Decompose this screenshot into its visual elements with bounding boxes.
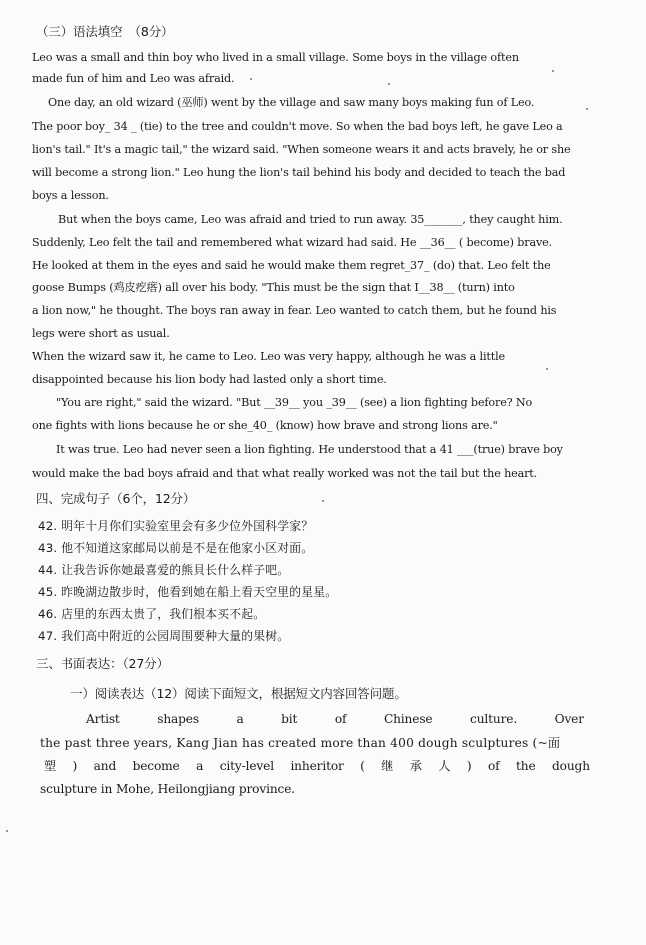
word: the: [516, 759, 536, 773]
reading-line-3: [44, 757, 590, 775]
passage-line: made fun of him and Leo was afraid.: [32, 72, 235, 85]
word: bit: [281, 712, 298, 726]
section-3-title: （三）语法填空 （8分）: [36, 24, 174, 39]
word: (: [360, 759, 365, 773]
sentence-item: 43. 他不知道这家邮局以前是不是在他家小区对面。: [38, 541, 314, 555]
word: become: [132, 759, 180, 773]
word: 塑: [44, 759, 57, 773]
scan-speck: [388, 83, 390, 85]
word: inheritor: [290, 759, 344, 773]
reading-line: the past three years, Kang Jian has created more than 400 dough sculptures (~面: [40, 736, 561, 750]
passage-line: "You are right," said the wizard. "But __39__ you _39__ (see) a lion fighting before? No: [56, 396, 533, 409]
sentence-item: 44. 让我告诉你她最喜爱的熊貝长什么样子吧。: [38, 563, 290, 577]
word: 继: [381, 759, 394, 773]
passage-line: disappointed because his lion body had lasted only a short time.: [32, 373, 387, 386]
passage-line: It was true. Leo had never seen a lion fighting. He understood that a 41 ___(true) brave boy: [56, 443, 563, 456]
passage-line: boys a lesson.: [32, 189, 109, 202]
word: ): [72, 759, 78, 773]
word: Artist: [86, 712, 120, 726]
word: 承: [409, 759, 422, 773]
sentence-item: 45. 昨晚湖边散步时，他看到她在船上看天空里的星星。: [38, 585, 338, 599]
word: culture.: [470, 712, 518, 726]
reading-subtitle: 一）阅读表达（12）阅读下面短文，根据短文内容回答问题。: [70, 686, 407, 701]
word: a: [196, 759, 204, 773]
sentence-item: 47. 我们高中附近的公园周围要种大量的果树。: [38, 629, 290, 643]
passage-line: One day, an old wizard (巫师) went by the village and saw many boys making fun of Leo.: [48, 96, 535, 109]
word: ): [466, 759, 472, 773]
passage-line: one fights with lions because he or she_40_ (know) how brave and strong lions are.": [32, 419, 498, 432]
scan-speck: [546, 368, 548, 370]
passage-line: When the wizard saw it, he came to Leo. Leo was very happy, although he was a little: [32, 350, 505, 363]
passage-line: a lion now," he thought. The boys ran away in fear. Leo wanted to catch them, but he found his: [32, 304, 557, 317]
word: 人: [438, 759, 451, 773]
section-4-title: 四、完成句子（6个，12分）: [36, 491, 196, 506]
scan-speck: [586, 108, 588, 110]
passage-line: would make the bad boys afraid and that what really worked was not the tail but the heart.: [32, 467, 538, 480]
passage-line: Leo was a small and thin boy who lived in a small village. Some boys in the village often: [32, 51, 519, 64]
passage-line: will become a strong lion." Leo hung the lion's tail behind his body and decided to teach the bad: [32, 166, 566, 179]
reading-line-1: [86, 710, 584, 728]
word: Over: [554, 712, 584, 726]
word: shapes: [157, 712, 199, 726]
word: dough: [552, 759, 590, 773]
scan-speck: [6, 830, 8, 832]
sentence-item: 42. 明年十月你们实验室里会有多少位外国科学家？: [38, 519, 314, 533]
word: Chinese: [383, 712, 433, 726]
passage-line: The poor boy_ 34 _ (tie) to the tree and couldn't move. So when the bad boys left, he gave Leo a: [32, 120, 563, 133]
sentence-item: 46. 店里的东西太贵了，我们根本买不起。: [38, 607, 266, 621]
passage-line: goose Bumps (鸡皮疙瘩) all over his body. "This must be the sign that I__38__ (turn) into: [32, 281, 515, 294]
word: of: [334, 712, 347, 726]
word: a: [236, 712, 244, 726]
scan-speck: [250, 78, 252, 80]
passage-line: legs were short as usual.: [32, 327, 170, 340]
passage-line: Suddenly, Leo felt the tail and remembered what wizard had said. He __36__ ( become) brave.: [32, 236, 553, 249]
scan-speck: [322, 500, 324, 502]
passage-line: lion's tail." It's a magic tail," the wizard said. "When someone wears it and acts bravely, he or she: [32, 143, 571, 156]
word: city-level: [219, 759, 274, 773]
word: and: [93, 759, 117, 773]
scan-speck: [552, 70, 554, 72]
passage-line: He looked at them in the eyes and said he would make them regret_37_ (do) that. Leo felt the: [32, 259, 551, 272]
passage-line: But when the boys came, Leo was afraid and tried to run away. 35_______, they caught him.: [58, 213, 563, 226]
word: of: [487, 759, 500, 773]
section-5-title: 三、书面表达：（27分）: [36, 656, 169, 671]
reading-line: sculpture in Mohe, Heilongjiang province.: [40, 782, 295, 796]
